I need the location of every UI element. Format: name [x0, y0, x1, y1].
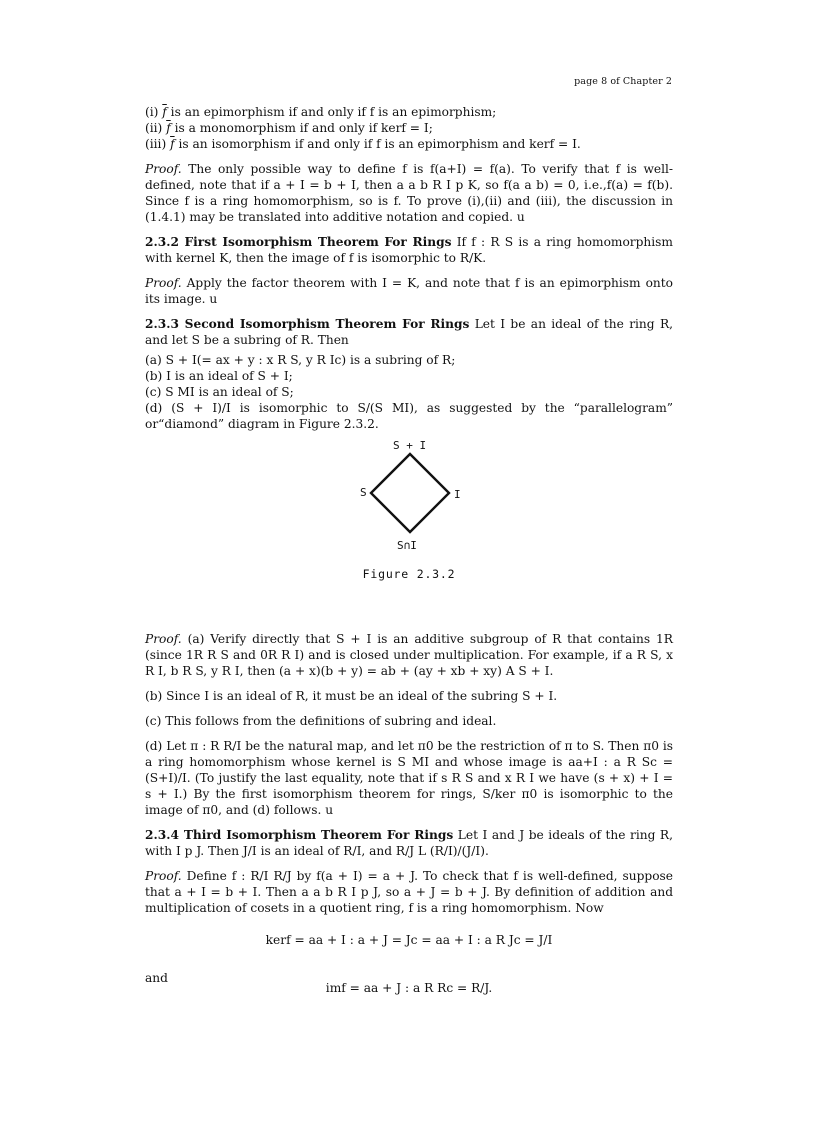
proof-paragraph: Proof. The only possible way to define f is f(a+I) = f(a). To verify that f is well-defined, note that if a + I = b + I, then a a b R I p K, so f(a a b) = 0, i.e.,f(a) = f(b). Since f is a ring homomorphism, so is f. To prove (i),(ii) and (iii), the discussion in (1.4.1) may be translated into additive notation and copied. u [145, 162, 673, 224]
diamond-shape [371, 454, 449, 532]
theorem-title: 2.3.4 Third Isomorphism Theorem For Rings [145, 828, 454, 842]
list-item: (a) S + I(= ax + y : x R S, y R Ic) is a subring of R; [145, 353, 456, 367]
proof-paragraph: Proof. Apply the factor theorem with I = K, and note that f is an epimorphism onto its image. u [145, 276, 673, 306]
theorem-title: 2.3.2 First Isomorphism Theorem For Rings [145, 235, 452, 249]
figure-label-top: S + I [393, 439, 427, 452]
diamond-figure [145, 441, 673, 621]
list-item: (c) S MI is an ideal of S; [145, 385, 294, 399]
list-item: (ii) $\overline{f}$ is a monomorphism if and only if kerf = I; [145, 121, 433, 135]
page-body [145, 104, 673, 1005]
figure-label-left: S [360, 486, 367, 499]
proof-paragraph: (b) Since I is an ideal of R, it must be an ideal of the subring S + I. [145, 689, 558, 703]
proof-paragraph: Proof. (a) Verify directly that S + I is an additive subgroup of R that contains 1R (since 1R R S and 0R R I) and is closed under multiplication. For example, if a R S, x R I, b R S, y R I, then (a + x)(b + y) = ab + (ay + xb + xy) A S + I. [145, 632, 673, 678]
list-item: (i) $\overline{f}$ is an epimorphism if and only if f is an epimorphism; [145, 105, 497, 119]
list-item: (b) I is an ideal of S + I; [145, 369, 293, 383]
figure-caption: Figure 2.3.2 [362, 567, 456, 581]
theorem-2-3-2: 2.3.2 First Isomorphism Theorem For Rings If f : R S is a ring homomorphism with kernel K, then the image of f is isomorphic to R/K. [145, 235, 673, 265]
list-item: (d) (S + I)/I is isomorphic to S/(S MI), as suggested by the “parallelogram” or“diamond” diagram in Figure 2.3.2. [145, 401, 673, 431]
equation-image: imf = aa + J : a R Rc = R/J. [325, 981, 493, 995]
equation-kernel: kerf = aa + I : a + J = Jc = aa + I : a R Jc = J/I [265, 933, 553, 947]
proof-paragraph: (c) This follows from the definitions of subring and ideal. [145, 714, 497, 728]
theorem-2-3-4: 2.3.4 Third Isomorphism Theorem For Rings Let I and J be ideals of the ring R, with I p J. Then J/I is an ideal of R/I, and R/J L (R/I)/(J/I). [145, 828, 673, 858]
list-item: (iii) $\overline{f}$ is an isomorphism if and only if f is an epimorphism and kerf = I. [145, 137, 581, 151]
proof-paragraph: (d) Let π : R R/I be the natural map, and let π0 be the restriction of π to S. Then π0 is a ring homomorphism whose kernel is S MI and whose image is aa+I : a R Sc = (S+I)/I. (To justify the last equality, note that if s R S and x R I we have (s + x) + I = s + I.) By the first isomorphism theorem for rings, S/ker π0 is isomorphic to the image of π0, and (d) follows. u [145, 739, 673, 817]
theorem-title: 2.3.3 Second Isomorphism Theorem For Rings [145, 317, 470, 331]
figure-label-bottom: S∩I [397, 539, 417, 552]
list-2-3-1 [145, 104, 673, 152]
and-word: and [145, 971, 168, 985]
proof-paragraph: Proof. Define f : R/I R/J by f(a + I) = a + J. To check that f is well-defined, suppose that a + I = b + I. Then a a b R I p J, so a + J = b + J. By definition of addition and multiplication of cosets in a quotient ring, f is a ring homomorphism. Now [145, 869, 673, 915]
theorem-2-3-3: 2.3.3 Second Isomorphism Theorem For Rings Let I be an ideal of the ring R, and let S be a subring of R. Then [145, 317, 673, 347]
page-header: page 8 of Chapter 2 [574, 76, 672, 87]
list-2-3-3 [145, 352, 673, 432]
figure-label-right: I [454, 488, 461, 501]
diamond-diagram [145, 441, 673, 621]
